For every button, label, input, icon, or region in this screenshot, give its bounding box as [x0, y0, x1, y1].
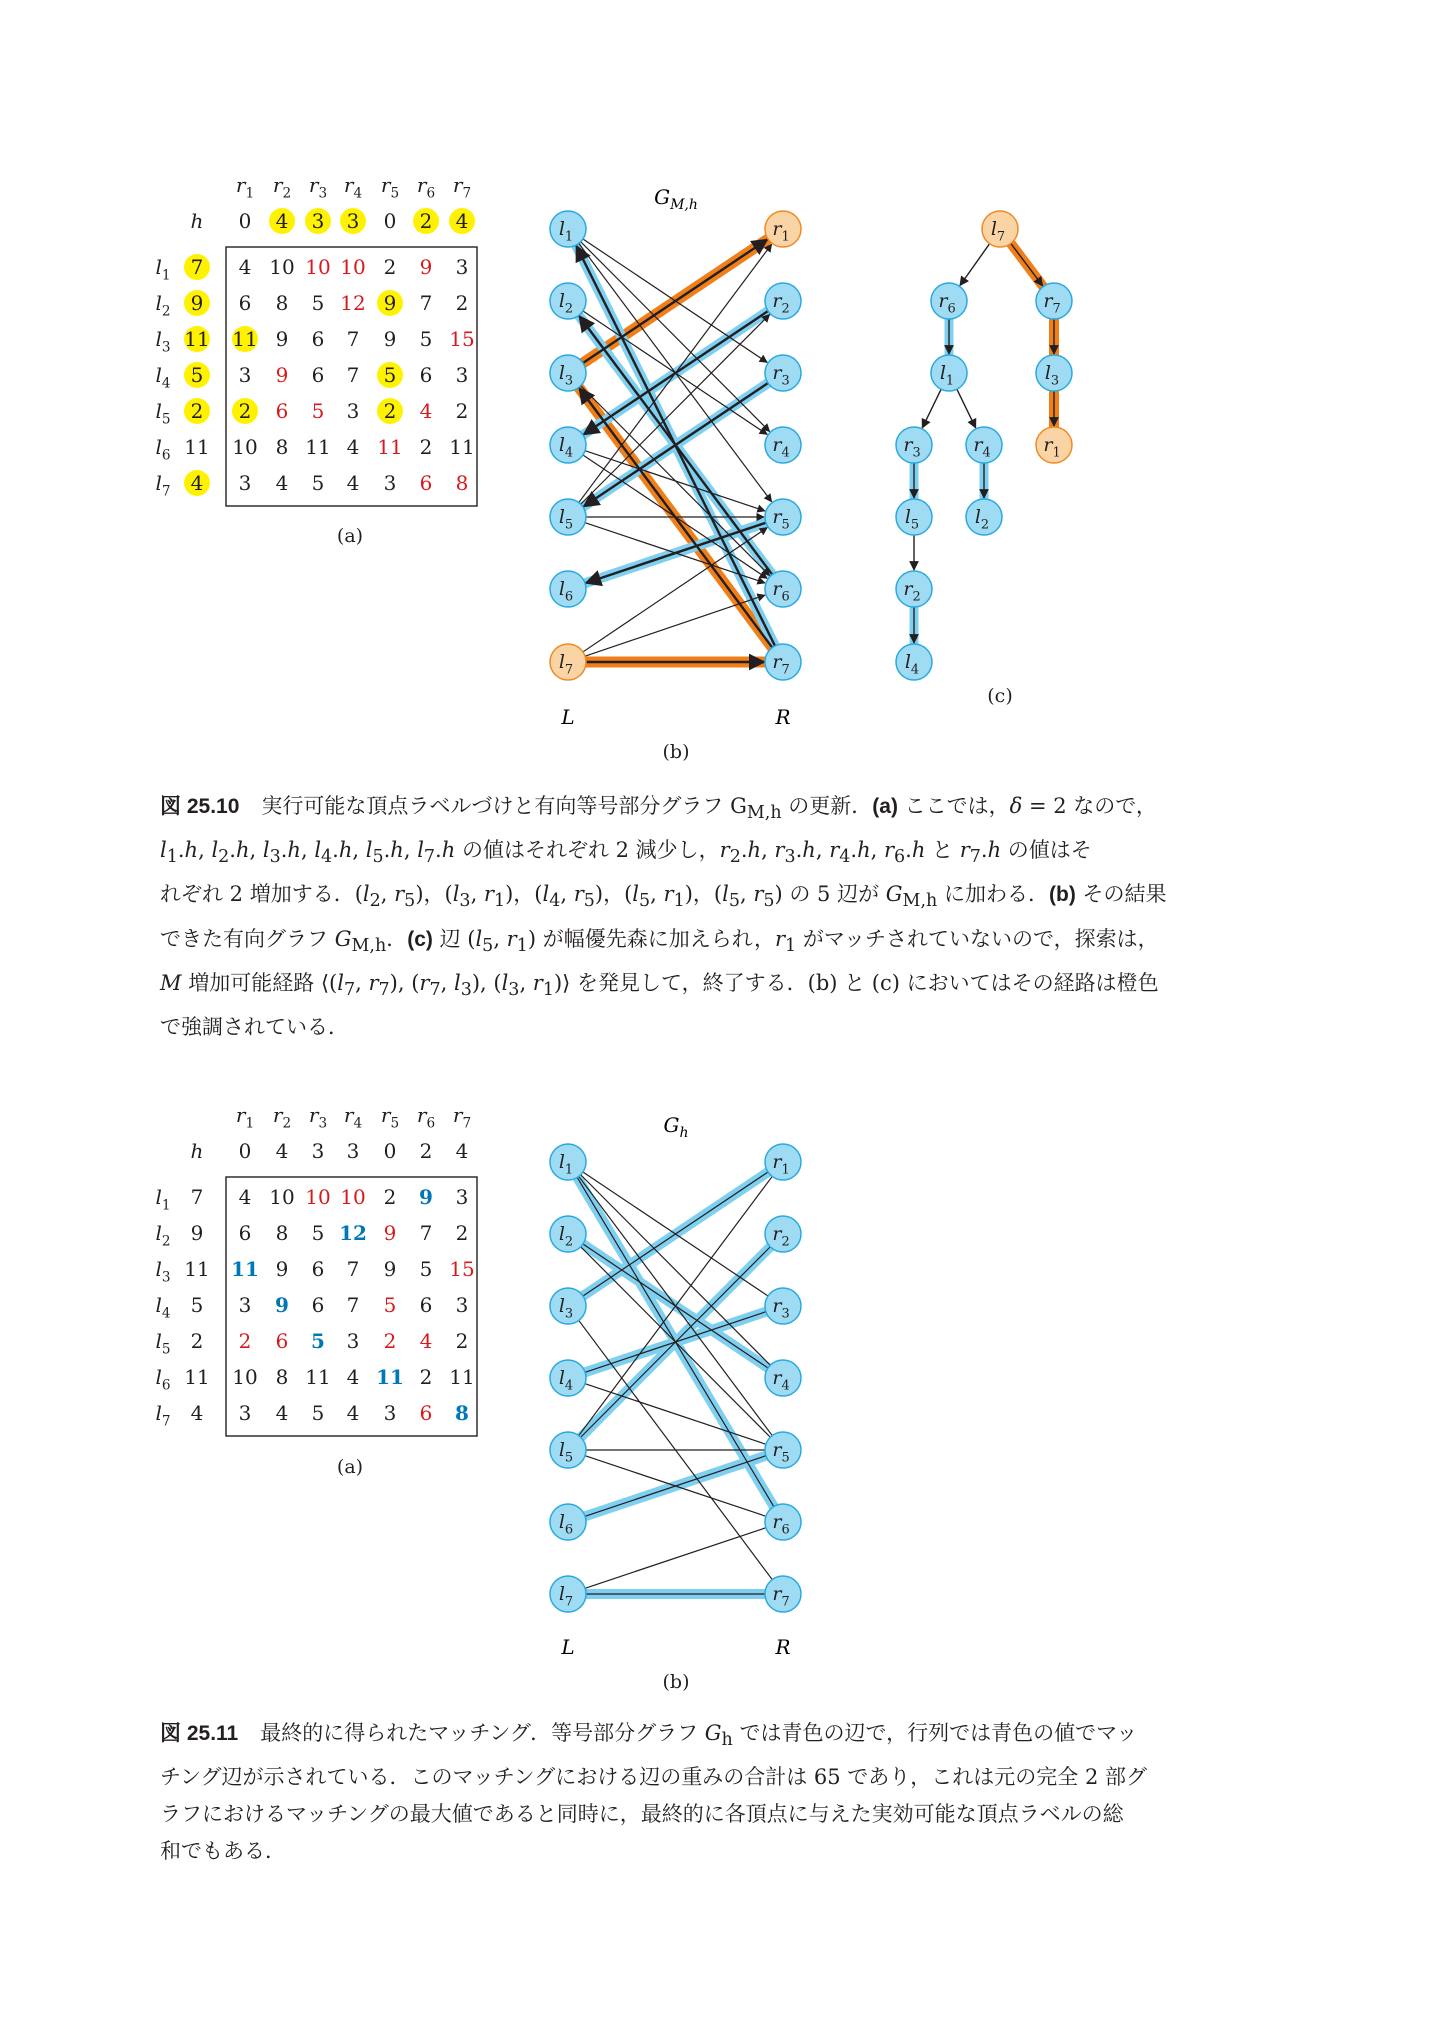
matrix-cell: 4	[346, 471, 360, 495]
col-label-r5: $r_5$	[380, 173, 400, 202]
tree-node-label-l5: $l_5$	[904, 506, 920, 533]
tree-node-label-r7: $r_7$	[1043, 290, 1061, 317]
tree-node-label-r3: $r_3$	[903, 434, 921, 461]
matrix-cell: 6	[419, 471, 433, 495]
matrix-cell: 6	[419, 1293, 433, 1317]
matrix-cell: 2	[455, 291, 469, 315]
matrix-cell: 11	[449, 1365, 475, 1389]
row-label-l5: $l_5$	[155, 1329, 171, 1358]
matrix-cell: 3	[455, 1185, 469, 1209]
matrix-cell: 6	[419, 363, 433, 387]
R-label: R	[775, 1635, 791, 1659]
node-label-r3: $r_3$	[772, 362, 790, 389]
matrix-cell: 5	[311, 399, 325, 423]
node-label-l1: $l_1$	[558, 218, 574, 245]
matrix-cell: 15	[449, 327, 475, 351]
row-label-l2: $l_2$	[155, 291, 171, 320]
node-label-l1: $l_1$	[558, 1151, 574, 1178]
col-label-r5: $r_5$	[380, 1103, 400, 1132]
matrix-cell: 6	[311, 1293, 325, 1317]
h-value-r6: 2	[419, 209, 433, 233]
node-label-r1: $r_1$	[772, 1151, 790, 1178]
matrix-cell: 10	[269, 1185, 295, 1209]
node-label-l4: $l_4$	[558, 1367, 574, 1394]
h-value-l1: 7	[190, 255, 204, 279]
tree-node-label-l3: $l_3$	[1044, 362, 1060, 389]
tree-edge-l7-r6	[960, 244, 990, 286]
col-label-r7: $r_7$	[452, 1103, 472, 1132]
edge-l7-r6	[585, 1528, 766, 1589]
h-value-l5: 2	[190, 1329, 204, 1353]
h-value-l6: 11	[184, 1365, 210, 1389]
caption-line: 和でもある．	[160, 1839, 286, 1864]
matrix-cell: 2	[238, 1329, 252, 1353]
caption-line: M 増加可能経路 $⟨(l_7$, $r_7$), ($r_7$, $l_3$), ($l_3$, $r_1)⟩$ を発見して，終了する．(b) と (c) においてはその経路は橙色	[160, 970, 1159, 1000]
node-label-r2: $r_2$	[772, 290, 790, 317]
matrix-cell: 8	[455, 471, 469, 495]
matrix-cell: 11	[305, 1365, 331, 1389]
matrix-cell: 11	[449, 435, 475, 459]
h-value-r1: 0	[238, 1139, 252, 1163]
matrix-cell: 9	[383, 1257, 397, 1281]
tree-node-label-r6: $r_6$	[938, 290, 956, 317]
tree-edge-l7-r7	[1011, 243, 1043, 285]
label-b: (b)	[662, 1671, 690, 1693]
matrix-cell: 4	[238, 255, 252, 279]
caption-line: $l_1.h$, $l_2.h$, $l_3.h$, $l_4.h$, $l_5.h$, $l_7.h$ の値はそれぞれ 2 減少し，$r_2.h$, $r_3.h$, $r_4.h$, $r_6.h$ と $r_7.h$ の値はそ	[160, 838, 1092, 868]
matrix-cell: 9	[383, 1221, 397, 1245]
matrix-cell: 3	[238, 471, 252, 495]
h-value-r7: 4	[455, 209, 469, 233]
col-label-r2: $r_2$	[272, 1103, 292, 1132]
matrix-cell: 12	[340, 291, 366, 315]
matrix-cell: 11	[377, 435, 403, 459]
row-label-l4: $l_4$	[155, 1293, 171, 1322]
matrix-cell: 10	[305, 255, 331, 279]
node-label-l2: $l_2$	[558, 290, 574, 317]
matrix-cell: 4	[275, 1401, 289, 1425]
tree-node-label-l7: $l_7$	[990, 218, 1006, 245]
matrix-cell: 3	[346, 399, 360, 423]
matrix-cell: 8	[275, 1365, 289, 1389]
matrix-cell: 3	[238, 1293, 252, 1317]
matrix-cell: 3	[383, 471, 397, 495]
matrix-cell: 3	[455, 363, 469, 387]
matrix-cell: 4	[238, 1185, 252, 1209]
tree-node-label-l1: $l_1$	[939, 362, 955, 389]
matrix-cell: 9	[419, 255, 433, 279]
node-label-r6: $r_6$	[772, 578, 790, 605]
row-label-l6: $l_6$	[155, 435, 171, 464]
row-label-l3: $l_3$	[155, 327, 171, 356]
h-value-l4: 5	[190, 363, 204, 387]
matrix-cell: 3	[383, 1401, 397, 1425]
matrix-cell: 5	[311, 1221, 325, 1245]
edge-l4-r5	[585, 1384, 766, 1445]
graph-title: $G_{M,h}$	[654, 185, 698, 213]
matrix-cell: 7	[419, 291, 433, 315]
h-value-r5: 0	[383, 209, 397, 233]
node-label-r2: $r_2$	[772, 1223, 790, 1250]
matrix-cell: 5	[383, 1293, 397, 1317]
node-label-l7: $l_7$	[558, 1583, 574, 1610]
matrix-cell: 2	[455, 1221, 469, 1245]
node-label-r6: $r_6$	[772, 1511, 790, 1538]
matrix-cell: 6	[275, 399, 289, 423]
matrix-cell: 11	[376, 1365, 404, 1389]
matrix-cell: 7	[346, 327, 360, 351]
matrix-cell: 2	[383, 1329, 397, 1353]
matrix-cell: 9	[383, 327, 397, 351]
node-label-l6: $l_6$	[558, 578, 574, 605]
matrix-cell: 2	[383, 399, 397, 423]
L-label: L	[561, 1635, 575, 1659]
matrix-cell: 5	[419, 327, 433, 351]
matrix-cell: 8	[275, 435, 289, 459]
matrix-cell: 9	[275, 327, 289, 351]
matrix-cell: 5	[311, 1329, 325, 1353]
figure-25-11	[155, 1103, 801, 1693]
matrix-cell: 4	[419, 1329, 433, 1353]
matrix-cell: 6	[311, 1257, 325, 1281]
matrix-cell: 3	[455, 255, 469, 279]
node-label-r4: $r_4$	[772, 1367, 790, 1394]
node-label-l7: $l_7$	[558, 651, 574, 678]
node-label-r5: $r_5$	[772, 506, 790, 533]
h-value-l6: 11	[184, 435, 210, 459]
figure-number: 図 25.10	[160, 795, 240, 818]
matrix-cell: 7	[346, 1293, 360, 1317]
matrix-cell: 5	[311, 1401, 325, 1425]
row-label-l7: $l_7$	[155, 1401, 171, 1430]
matrix-cell: 2	[383, 255, 397, 279]
matrix-cell: 4	[275, 471, 289, 495]
matrix-cell: 2	[383, 1185, 397, 1209]
R-label: R	[775, 705, 791, 729]
edge-l7-r6	[585, 595, 765, 656]
node-label-l4: $l_4$	[558, 434, 574, 461]
label-c: (c)	[987, 685, 1013, 707]
matrix-cell: 6	[419, 1401, 433, 1425]
caption-25-11	[160, 1715, 1260, 1870]
matrix-cell: 9	[275, 363, 289, 387]
matrix-cell: 6	[275, 1329, 289, 1353]
col-label-r6: $r_6$	[416, 1103, 436, 1132]
matrix-cell: 6	[311, 327, 325, 351]
caption-25-11-text	[160, 1715, 1260, 1870]
label-a: (a)	[336, 525, 364, 547]
matrix-cell: 7	[346, 1257, 360, 1281]
matrix-cell: 5	[383, 363, 397, 387]
matrix-cell: 9	[275, 1293, 289, 1317]
matrix-cell: 6	[311, 363, 325, 387]
node-label-r7: $r_7$	[772, 1583, 790, 1610]
matrix-cell: 10	[232, 1365, 258, 1389]
tree-node-label-l4: $l_4$	[904, 651, 920, 678]
col-label-r2: $r_2$	[272, 173, 292, 202]
node-label-l5: $l_5$	[558, 1439, 574, 1466]
bfs-forest	[896, 211, 1072, 707]
edge-r3-l5	[584, 383, 768, 506]
matrix-cell: 9	[275, 1257, 289, 1281]
edge-l4-r5	[585, 451, 765, 511]
h-value-l7: 4	[190, 471, 204, 495]
matrix-cell: 3	[455, 1293, 469, 1317]
col-label-r6: $r_6$	[416, 173, 436, 202]
caption-line: れぞれ 2 増加する．($l_2$, $r_5$)，($l_3$, $r_1$)，($l_4$, $r_5$)，($l_5$, $r_1$)，($l_5$, $r_5$) の 5 辺が $G_{M,h}$ に加わる．(b) その結果	[160, 882, 1167, 912]
matrix-cell: 9	[383, 291, 397, 315]
edge-l7-r5	[583, 528, 767, 652]
col-label-r1: $r_1$	[235, 173, 255, 202]
graph-title: $G_h$	[663, 1113, 689, 1141]
matrix-cell: 7	[346, 363, 360, 387]
row-label-l1: $l_1$	[155, 1185, 171, 1214]
row-label-l6: $l_6$	[155, 1365, 171, 1394]
matrix-cell: 5	[311, 471, 325, 495]
node-label-l3: $l_3$	[558, 1295, 574, 1322]
matrix-cell: 2	[455, 399, 469, 423]
matrix-cell: 5	[419, 1257, 433, 1281]
row-label-l7: $l_7$	[155, 471, 171, 500]
matrix-cell: 9	[419, 1185, 433, 1209]
h-value-l2: 9	[190, 1221, 204, 1245]
caption-line: チング辺が示されている．このマッチングにおける辺の重みの合計は 65 であり，これは元の完全 2 部グ	[160, 1765, 1147, 1790]
h-value-r2: 4	[275, 1139, 289, 1163]
h-value-r4: 3	[346, 209, 360, 233]
node-label-r7: $r_7$	[772, 651, 790, 678]
row-label-l5: $l_5$	[155, 399, 171, 428]
matrix-cell: 2	[238, 399, 252, 423]
matrix-cell: 3	[346, 1329, 360, 1353]
label-a: (a)	[336, 1456, 364, 1478]
row-label-l2: $l_2$	[155, 1221, 171, 1250]
h-value-r1: 0	[238, 209, 252, 233]
matrix-cell: 8	[275, 291, 289, 315]
node-label-l5: $l_5$	[558, 506, 574, 533]
edge-l1-r4	[581, 242, 770, 432]
h-value-r3: 3	[311, 1139, 325, 1163]
node-label-l6: $l_6$	[558, 1511, 574, 1538]
label-b: (b)	[662, 741, 690, 763]
h-value-r7: 4	[455, 1139, 469, 1163]
col-label-r3: $r_3$	[308, 173, 328, 202]
node-label-r4: $r_4$	[772, 434, 790, 461]
matrix-cell: 2	[455, 1329, 469, 1353]
node-label-r1: $r_1$	[772, 218, 790, 245]
h-value-l5: 2	[190, 399, 204, 423]
h-value-r5: 0	[383, 1139, 397, 1163]
matrix-cell: 8	[275, 1221, 289, 1245]
matrix-cell: 10	[305, 1185, 331, 1209]
h-value-l3: 11	[184, 1257, 210, 1281]
caption-25-10-text	[160, 788, 1260, 1046]
node-label-r3: $r_3$	[772, 1295, 790, 1322]
matrix-cell: 11	[232, 327, 258, 351]
matrix-cell: 5	[311, 291, 325, 315]
matrix-cell: 10	[269, 255, 295, 279]
caption-line: で強調されている．	[160, 1014, 349, 1039]
tree-edge-l1-r3	[922, 389, 941, 428]
row-label-l4: $l_4$	[155, 363, 171, 392]
matrix-cell: 11	[305, 435, 331, 459]
col-label-r4: $r_4$	[343, 173, 363, 202]
h-value-r3: 3	[311, 209, 325, 233]
caption-line: ラフにおけるマッチングの最大値であると同時に，最終的に各頂点に与えた実効可能な頂点ラベルの総	[160, 1802, 1124, 1827]
node-label-l3: $l_3$	[558, 362, 574, 389]
matrix-cell: 8	[455, 1401, 469, 1425]
col-label-r7: $r_7$	[452, 173, 472, 202]
matrix-cell: 4	[346, 1365, 360, 1389]
tree-edge-l1-r4	[957, 389, 976, 428]
node-label-r5: $r_5$	[772, 1439, 790, 1466]
tree-node-label-r1: $r_1$	[1043, 434, 1061, 461]
matrix-cell: 4	[346, 1401, 360, 1425]
h-label: h	[190, 1139, 204, 1163]
matrix-cell: 7	[419, 1221, 433, 1245]
matrix-cell: 4	[419, 399, 433, 423]
h-value-r2: 4	[275, 209, 289, 233]
L-label: L	[561, 705, 575, 729]
tree-node-label-r2: $r_2$	[903, 578, 921, 605]
h-value-r4: 3	[346, 1139, 360, 1163]
matrix-cell: 6	[238, 1221, 252, 1245]
tree-node-label-r4: $r_4$	[973, 434, 991, 461]
caption-line: 図 25.11 最終的に得られたマッチング．等号部分グラフ $G_h$ では青色の辺で，行列では青色の値でマッ	[160, 1721, 1138, 1751]
row-label-l1: $l_1$	[155, 255, 171, 284]
matrix-cell: 10	[340, 255, 366, 279]
caption-line: できた有向グラフ $G_{M,h}$．(c) 辺 ($l_5$, $r_1$) が幅優先森に加えられ，$r_1$ がマッチされていないので，探索は，	[160, 926, 1159, 956]
col-label-r3: $r_3$	[308, 1103, 328, 1132]
matrix-cell: 10	[232, 435, 258, 459]
matrix-cell: 15	[449, 1257, 475, 1281]
matrix-cell: 10	[340, 1185, 366, 1209]
matrix-cell: 2	[419, 435, 433, 459]
node-label-l2: $l_2$	[558, 1223, 574, 1250]
matrix-cell: 2	[419, 1365, 433, 1389]
figure-25-10	[155, 173, 1072, 763]
col-label-r4: $r_4$	[343, 1103, 363, 1132]
caption-line: 図 25.10 実行可能な頂点ラベルづけと有向等号部分グラフ $G_{M,h}$ の更新．(a) ここでは，δ = 2 なので，	[160, 794, 1157, 824]
h-value-r6: 2	[419, 1139, 433, 1163]
h-value-l7: 4	[190, 1401, 204, 1425]
h-value-l3: 11	[184, 327, 210, 351]
row-label-l3: $l_3$	[155, 1257, 171, 1286]
h-value-l2: 9	[190, 291, 204, 315]
figure-number: 図 25.11	[160, 1722, 239, 1745]
matrix-cell: 4	[346, 435, 360, 459]
h-value-l1: 7	[190, 1185, 204, 1209]
h-value-l4: 5	[190, 1293, 204, 1317]
h-label: h	[190, 209, 204, 233]
caption-25-10	[160, 788, 1260, 1046]
matrix-cell: 3	[238, 1401, 252, 1425]
matrix-cell: 12	[339, 1221, 367, 1245]
matrix-cell: 11	[231, 1257, 259, 1281]
matrix-cell: 3	[238, 363, 252, 387]
col-label-r1: $r_1$	[235, 1103, 255, 1132]
tree-node-label-l2: $l_2$	[974, 506, 990, 533]
matrix-cell: 6	[238, 291, 252, 315]
